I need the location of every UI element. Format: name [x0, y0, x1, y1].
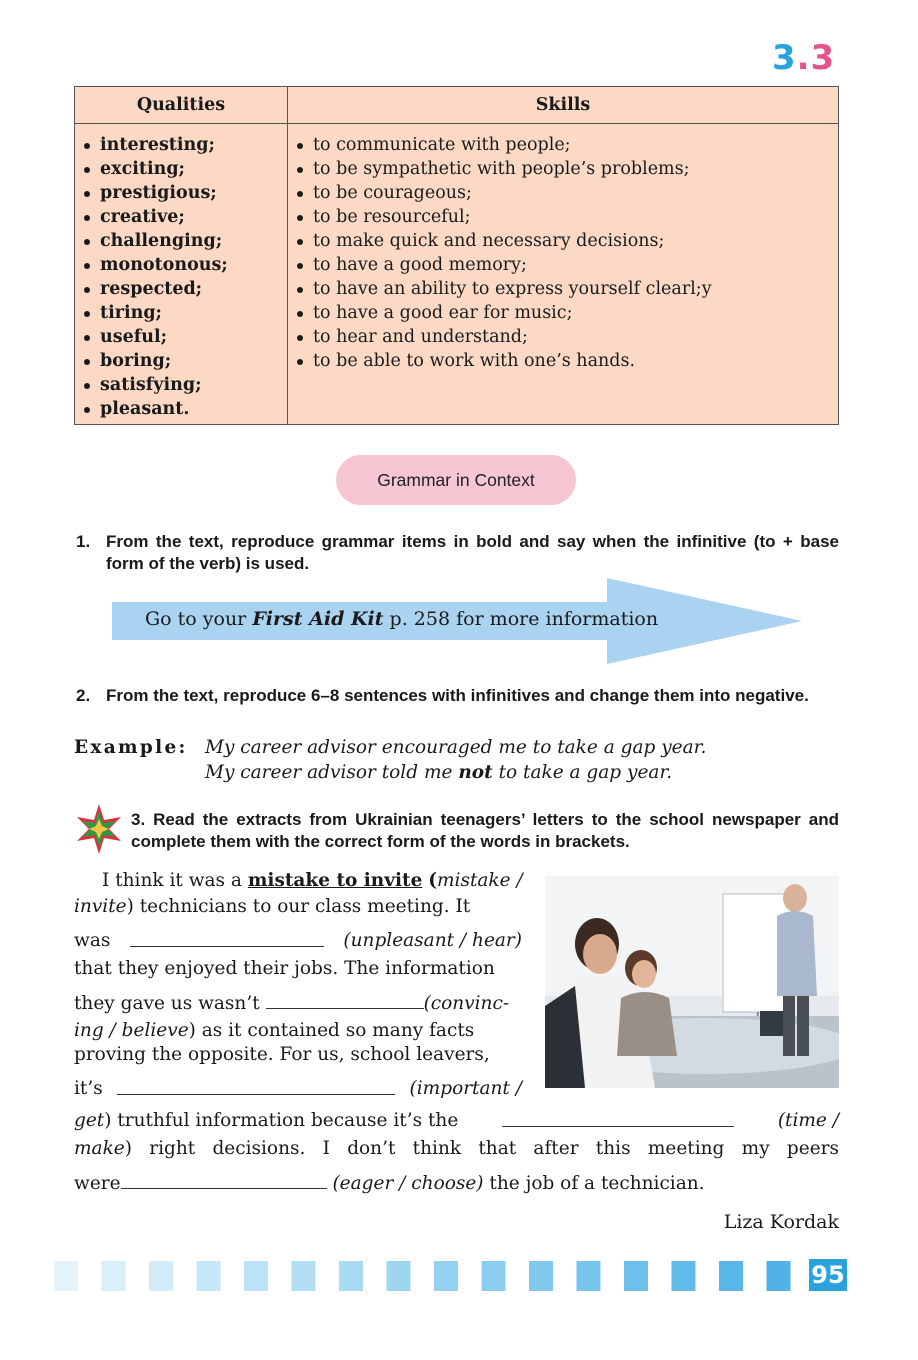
skills-item: to have an ability to express yourself clearl;y [294, 277, 712, 301]
footer-square [292, 1261, 316, 1291]
skills-item: to be sympathetic with people’s problems; [294, 157, 712, 181]
qualities-item: useful; [81, 325, 228, 349]
example-line-2: My career advisor told me not to take a gap year. [205, 762, 673, 783]
blank-4[interactable] [502, 1110, 734, 1127]
footer-square [529, 1261, 553, 1291]
footer-square [767, 1261, 791, 1291]
qualities-item: respected; [81, 277, 228, 301]
table-header-skills: Skills [288, 87, 838, 124]
skills-item: to communicate with people; [294, 133, 712, 157]
task-3-text: 3. Read the extracts from Ukrainian teenagers’ letters to the school newspaper and complete them with the correct form of the words in brackets. [131, 810, 839, 851]
task-2 [76, 685, 839, 731]
qualities-item: prestigious; [81, 181, 228, 205]
passage-line-9: get) truthful information because it’s the (time / [74, 1110, 839, 1131]
footer-square [387, 1261, 411, 1291]
first-aid-kit-reference: Go to your First Aid Kit p. 258 for more information [145, 608, 659, 630]
passage-line-4: that they enjoyed their jobs. The information [74, 958, 495, 979]
page-footer-squares [0, 1259, 918, 1295]
blank-1[interactable] [130, 930, 324, 947]
footer-square [197, 1261, 221, 1291]
passage-line-2: invite) technicians to our class meeting. It [74, 896, 471, 917]
task-2-text: From the text, reproduce 6–8 sentences with infinitives and change them into negative. [106, 686, 809, 705]
answer-example: mistake to invite [247, 870, 423, 891]
footer-square [339, 1261, 363, 1291]
skills-list [294, 133, 712, 373]
footer-square [149, 1261, 173, 1291]
skills-item: to hear and understand; [294, 325, 712, 349]
letter-author: Liza Kordak [723, 1211, 839, 1233]
footer-square [482, 1261, 506, 1291]
qualities-item: pleasant. [81, 397, 228, 421]
qualities-item: creative; [81, 205, 228, 229]
task-1-text: From the text, reproduce grammar items in bold and say when the infinitive (to + base form of the verb) is used. [106, 532, 839, 573]
page-number: 95 [809, 1259, 847, 1291]
grammar-in-context-heading: Grammar in Context [336, 455, 576, 505]
footer-square [719, 1261, 743, 1291]
qualities-item: interesting; [81, 133, 228, 157]
qualities-skills-table [74, 86, 839, 425]
blank-3[interactable] [117, 1078, 395, 1095]
skills-item: to have a good ear for music; [294, 301, 712, 325]
footer-square [624, 1261, 648, 1291]
task-1-number: 1. [76, 532, 91, 551]
qualities-item: challenging; [81, 229, 228, 253]
passage-line-11: were (eager / choose) the job of a technician. [74, 1173, 705, 1194]
passage-line-5: they gave us wasn’t (convinc- [74, 993, 510, 1014]
skills-item: to have a good memory; [294, 253, 712, 277]
table-header-qualities: Qualities [75, 87, 287, 124]
skills-item: to be resourceful; [294, 205, 712, 229]
skills-item: to make quick and necessary decisions; [294, 229, 712, 253]
example-label: Example: [74, 737, 188, 758]
qualities-item: tiring; [81, 301, 228, 325]
example-line-1: My career advisor encouraged me to take a gap year. [205, 737, 707, 758]
passage-line-10: make) right decisions. I don’t think that after this meeting my peers [74, 1138, 839, 1159]
footer-square [102, 1261, 126, 1291]
footer-square [577, 1261, 601, 1291]
qualities-item: exciting; [81, 157, 228, 181]
task-1 [76, 531, 839, 577]
blank-2[interactable] [266, 992, 424, 1009]
blank-5[interactable] [121, 1172, 327, 1189]
footer-square [672, 1261, 696, 1291]
skills-item: to be courageous; [294, 181, 712, 205]
skills-item: to be able to work with one’s hands. [294, 349, 712, 373]
footer-square [244, 1261, 268, 1291]
passage-line-1: I think it was a mistake to invite (mistake / [102, 870, 523, 891]
table-column-divider [287, 87, 288, 424]
qualities-item: boring; [81, 349, 228, 373]
qualities-item: satisfying; [81, 373, 228, 397]
passage-line-6: ing / believe) as it contained so many facts [74, 1020, 475, 1041]
task-2-number: 2. [76, 686, 91, 705]
meeting-photo [545, 876, 839, 1088]
star-icon [73, 803, 125, 855]
passage-line-7: proving the opposite. For us, school leavers, [74, 1044, 490, 1065]
passage-line-8: it’s (important / [74, 1078, 522, 1099]
section-number: 3.3 [772, 38, 836, 78]
qualities-list [81, 133, 228, 421]
qualities-item: monotonous; [81, 253, 228, 277]
footer-square [434, 1261, 458, 1291]
footer-square [54, 1261, 78, 1291]
passage-line-3: was (unpleasant / hear) [74, 930, 522, 951]
first-aid-kit-title: First Aid Kit [252, 608, 384, 630]
